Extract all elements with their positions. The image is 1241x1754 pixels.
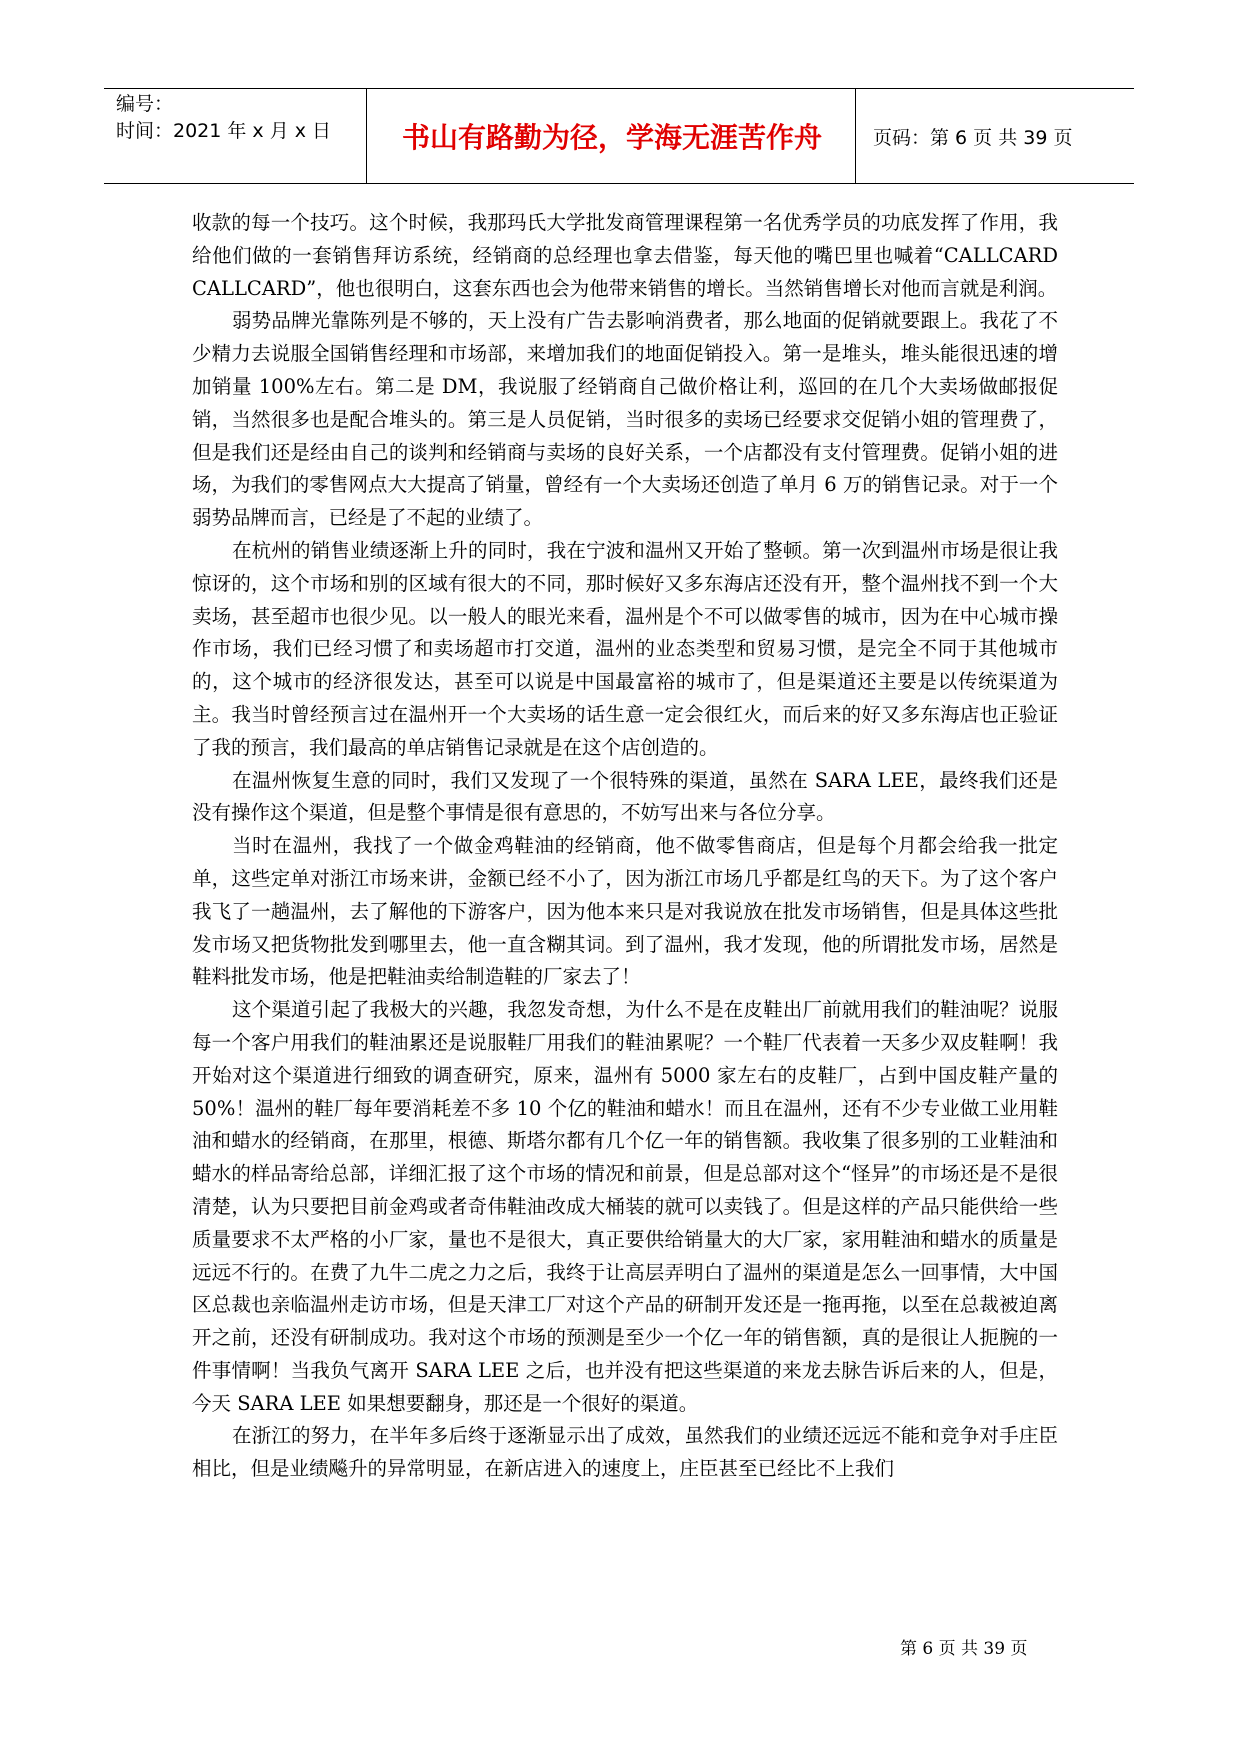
page-footer: 第 6 页 共 39 页 [900, 1639, 1028, 1659]
paragraph: 当时在温州，我找了一个做金鸡鞋油的经销商，他不做零售商店，但是每个月都会给我一批定单，这些定单对浙江市场来讲，金额已经不小了，因为浙江市场几乎都是红鸟的天下。为了这个客户我飞了一趟温州，去了解他的下游客户，因为他本来只是对我说放在批发市场销售，但是具体这些批发市场又把货物批发到哪里去，他一直含糊其词。到了温州，我才发现，他的所谓批发市场，居然是鞋料批发市场，他是把鞋油卖给制造鞋的厂家去了！ [192, 834, 1058, 989]
paragraph: 这个渠道引起了我极大的兴趣，我忽发奇想，为什么不是在皮鞋出厂前就用我们的鞋油呢？说服每一个客户用我们的鞋油累还是说服鞋厂用我们的鞋油累呢？一个鞋厂代表着一天多少双皮鞋啊！我开始对这个渠道进行细致的调查研究，原来，温州有 5000 家左右的皮鞋厂，占到中国皮鞋产量的 50%！温州的鞋厂每年要消耗差不多 10 个亿的鞋油和蜡水！而且在温州，还有不少专业做工业用鞋油和蜡水的经销商，在那里，根德、斯塔尔都有几个亿一年的销售额。我收集了很多别的工业鞋油和蜡水的样品寄给总部，详细汇报了这个市场的情况和前景，但是总部对这个“怪异”的市场还是不是很清楚，认为只要把目前金鸡或者奇伟鞋油改成大桶装的就可以卖钱了。但是这样的产品只能供给一些质量要求不太严格的小厂家，量也不是很大，真正要供给销量大的大厂家，家用鞋油和蜡水的质量是远远不行的。在费了九牛二虎之力之后，我终于让高层弄明白了温州的渠道是怎么一回事情，大中国区总裁也亲临温州走访市场，但是天津工厂对这个产品的研制开发还是一拖再拖，以至在总裁被迫离开之前，还没有研制成功。我对这个市场的预测是至少一个亿一年的销售额，真的是很让人扼腕的一件事情啊！当我负气离开 SARA LEE 之后，也并没有把这些渠道的来龙去脉告诉后来的人，但是，今天 SARA LEE 如果想要翻身，那还是一个很好的渠道。 [192, 998, 1058, 1415]
paragraph: 在浙江的努力，在半年多后终于逐渐显示出了成效，虽然我们的业绩还远远不能和竞争对手庄臣相比，但是业绩飚升的异常明显，在新店进入的速度上，庄臣甚至已经比不上我们 [192, 1424, 1058, 1481]
document-number-label: 编号： [116, 93, 174, 115]
header-divider-left [366, 88, 367, 184]
header-divider-right [855, 88, 856, 184]
header-meta [116, 91, 331, 145]
paragraph: 在温州恢复生意的同时，我们又发现了一个很特殊的渠道，虽然在 SARA LEE，最终我们还是没有操作这个渠道，但是整个事情是很有意思的，不妨写出来与各位分享。 [192, 768, 1058, 825]
paragraph: 在杭州的销售业绩逐渐上升的同时，我在宁波和温州又开始了整顿。第一次到温州市场是很让我惊讶的，这个市场和别的区域有很大的不同，那时候好又多东海店还没有开，整个温州找不到一个大卖场，甚至超市也很少见。以一般人的眼光来看，温州是个不可以做零售的城市，因为在中心城市操作市场，我们已经习惯了和卖场超市打交道，温州的业态类型和贸易习惯，是完全不同于其他城市的，这个城市的经济很发达，甚至可以说是中国最富裕的城市了，但是渠道还主要是以传统渠道为主。我当时曾经预言过在温州开一个大卖场的话生意一定会很红火，而后来的好又多东海店也正验证了我的预言，我们最高的单店销售记录就是在这个店创造的。 [192, 538, 1058, 759]
paragraph: 收款的每一个技巧。这个时候，我那玛氏大学批发商管理课程第一名优秀学员的功底发挥了作用，我给他们做的一套销售拜访系统，经销商的总经理也拿去借鉴，每天他的嘴巴里也喊着“CALLCARD CALLCARD”，他也很明白，这套东西也会为他带来销售的增长。当然销售增长对他而言就是利润。 [192, 211, 1058, 300]
paragraph: 弱势品牌光靠陈列是不够的，天上没有广告去影响消费者，那么地面的促销就要跟上。我花了不少精力去说服全国销售经理和市场部，来增加我们的地面促销投入。第一是堆头，堆头能很迅速的增加销量 100%左右。第二是 DM，我说服了经销商自己做价格让利，巡回的在几个大卖场做邮报促销，当然很多也是配合堆头的。第三是人员促销，当时很多的卖场已经要求交促销小姐的管理费了，但是我们还是经由自己的谈判和经销商与卖场的良好关系，一个店都没有支付管理费。促销小姐的进场，为我们的零售网点大大提高了销量，曾经有一个大卖场还创造了单月 6 万的销售记录。对于一个弱势品牌而言，已经是了不起的业绩了。 [192, 309, 1058, 530]
document-time-label: 时间：2021 年 x 月 x 日 [116, 120, 332, 142]
header-motto: 书山有路勤为径，学海无涯苦作舟 [401, 121, 822, 154]
document-body [192, 207, 1058, 1486]
header-page-number: 页码：第 6 页 共 39 页 [873, 126, 1073, 149]
page-header [104, 88, 1134, 184]
header-bottom-rule [104, 183, 1134, 184]
